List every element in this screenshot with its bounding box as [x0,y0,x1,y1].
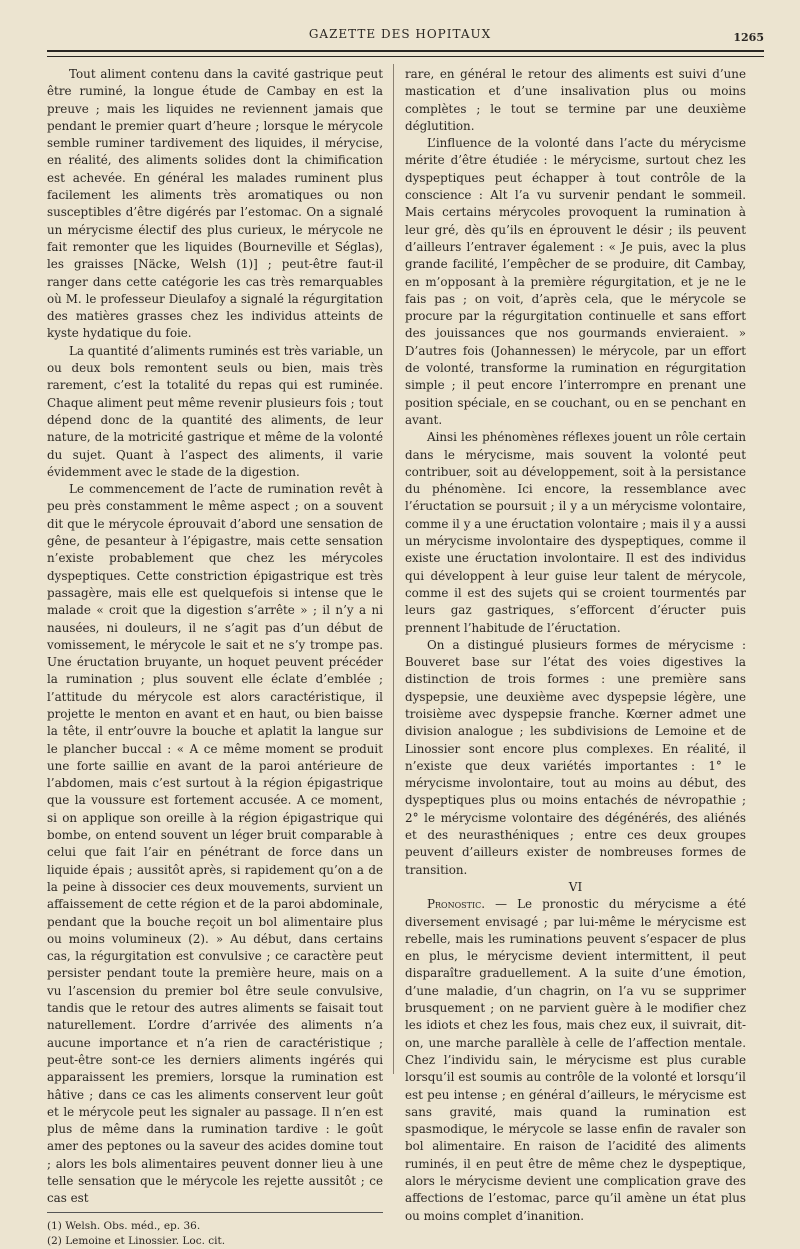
right-column [405,66,746,1225]
header-rule-thin [47,56,764,57]
header-rule [47,50,764,52]
paragraph: Tout aliment contenu dans la cavité gastrique peut être ruminé, la longue étude de Cambay en est la preuve ; mais les liquides ne reviennent jamais que pendant le premier quart d’heure ; lorsque le mérycole semble ruminer tardivement des liquides, il mérycise, en réalité, des aliments solides dont la chimification est achevée. En général les malades ruminent plus facilement les aliments très aromatiques ou non susceptibles d’être digérés par l’estomac. On a signalé un mérycisme électif des plus curieux, le mérycole ne fait remonter que les liquides (Bourneville et Séglas), les graisses [Näcke, Welsh (1)] ; peut-être faut-il ranger dans cette catégorie les cas très remarquables où M. le professeur Dieulafoy a signalé la régurgitation des matières grasses chez les individus atteints de kyste hydatique du foie. [47,67,383,341]
footnotes [47,1219,383,1249]
paragraph: L’influence de la volonté dans l’acte du mérycisme mérite d’être étudiée : le mérycisme, surtout chez les dyspeptiques peut échapper à tout contrôle de la conscience : Alt l’a vu survenir pendant le sommeil. Mais certains mérycoles provoquent la rumination à leur gré, dès qu’ils en éprouvent le désir ; ils peuvent d’ailleurs l’entraver également : « Je puis, avec la plus grande facilité, l’empêcher de se produire, dit Cambay, en m’opposant à la première régurgitation, et je ne le fais pas ; on voit, d’après cela, que le mérycole se procure par la régurgitation continuelle et sans effort des jouissances que nos gourmands envieraient. » D’autres fois (Johannessen) le mérycole, par un effort de volonté, transforme la rumination en régurgitation simple ; il peut encore l’interrompre en prenant une position spéciale, en se couchant, ou en se penchant en avant. [405,136,746,427]
column-divider [393,64,394,1074]
section-number: VI [568,879,583,894]
footnote: (2) Lemoine et Linossier. Loc. cit. [47,1234,226,1247]
left-column [47,66,383,1249]
footnote-rule [47,1212,383,1213]
paragraph: La quantité d’aliments ruminés est très variable, un ou deux bols remontent seuls ou bien, mais très rarement, c’est la totalité du repas qui est ruminée. Chaque aliment peut même revenir plusieurs fois ; tout dépend donc de la quantité des aliments, de leur nature, de la motricité gastrique et même de la volonté du sujet. Quant à l’aspect des aliments, il varie évidemment avec le stade de la digestion. [47,343,383,479]
paragraph: rare, en général le retour des aliments est suivi d’une mastication et d’une insalivation plus ou moins complètes ; le tout se termine par une deuxième déglutition. [405,67,746,133]
footnote: (1) Welsh. Obs. méd., ep. 36. [47,1219,201,1232]
prognostic-label: Pronostic. [427,897,486,912]
paragraph: On a distingué plusieurs formes de mérycisme : Bouveret base sur l’état des voies digestives la distinction de trois formes : une première sans dyspepsie, une deuxième avec dyspepsie légère, une troisième avec dyspepsie franche. Kœrner admet une division analogue ; les subdivisions de Lemoine et de Linossier sont encore plus complexes. En réalité, il n’existe que deux variétés importantes : 1° le mérycisme involontaire, tout au moins au début, des dyspeptiques plus ou moins entachés de névropathie ; 2° le mérycisme volontaire des dégénérés, des aliénés et des neurasthéniques ; entre ces deux groupes peuvent d’ailleurs exister de nombreuses formes de transition. [405,637,746,877]
paragraph: Ainsi les phénomènes réflexes jouent un rôle certain dans le mérycisme, mais souvent la volonté peut contribuer, soit au développement, soit à la persistance du phénomène. Ici encore, la ressemblance avec l’éructation se poursuit ; il y a un mérycisme volontaire, comme il y a une éructation volontaire ; mais il y a aussi un mérycisme involontaire des dyspeptiques, comme il existe une éructation involontaire. Il est des individus qui développent à leur guise leur talent de mérycole, comme il est des sujets qui se croient tourmentés par leurs gaz gastriques, s’efforcent d’éructer puis prennent l’habitude de l’éructation. [405,430,746,635]
paragraph-prognostic [405,896,746,1225]
page-header-title: GAZETTE DES HOPITAUX [308,27,492,41]
page-number: 1265 [733,31,764,44]
prognostic-text: — Le pronostic du mérycisme a été diversement envisagé ; par lui-même le mérycisme est rebelle, mais les ruminations peuvent s’espacer de plus en plus, le mérycisme devient intermittent, il peut disparaître graduellement. A la suite d’une émotion, d’une maladie, d’un chagrin, on l’a vu se supprimer brusquement ; on ne parvient guère à le modifier chez les idiots et chez les fous, mais chez eux, il suivrait, dit-on, une marche parallèle à celle de l’affection mentale. Chez l’individu sain, le mérycisme est plus curable lorsqu’il est soumis au contrôle de la volonté et lorsqu’il est peu intense ; en général d’ailleurs, le mérycisme est sans gravité, mais quand la rumination est spasmodique, le mérycole se lasse enfin de ravaler son bol alimentaire. En raison de l’acidité des aliments ruminés, il en peut être de même chez le dyspeptique, alors le mérycisme devient une complication grave des affections de l’estomac, parce qu’il amène un état plus ou moins complet d’inanition. [405,897,746,1223]
paragraph: Le commencement de l’acte de rumination revêt à peu près constamment le même aspect ; on a souvent dit que le mérycole éprouvait d’abord une sensation de gêne, de pesanteur à l’épigastre, mais cette sensation n’existe probablement que chez les mérycoles dyspeptiques. Cette constriction épigastrique est très passagère, mais elle est quelquefois si intense que le malade « croit que la digestion s’arrête » ; il n’y a ni nausées, ni douleurs, il ne s’agit pas d’un début de vomissement, le mérycole le sait et ne s’y trompe pas. Une éructation bruyante, un hoquet peuvent précéder la rumination ; plus souvent elle éclate d’emblée ; l’attitude du mérycole est alors caractéristique, il projette le menton en avant et en haut, ou bien baisse la tête, il entr’ouvre la bouche et aplatit la langue sur le plancher buccal : « A ce même moment se produit une forte saillie en avant de la paroi antérieure de l’abdomen, mais c’est surtout à la région épigastrique que la voussure est fortement accusée. A ce moment, si on applique son oreille à la région épigastrique qui bombe, on entend souvent un léger bruit comparable à celui que fait l’air en pénétrant de force dans un liquide épais ; aussitôt après, si rapidement qu’on a de la peine à dissocier ces deux mouvements, survient un affaissement de cette région et de la paroi abdominale, pendant que la bouche reçoit un bol alimentaire plus ou moins volumineux (2). » Au début, dans certains cas, la régurgitation est convulsive ; ce caractère peut persister pendant toute la première heure, mais on a vu l’ascension du premier bol être seule convulsive, tandis que le retour des autres aliments se faisait tout naturellement. L’ordre d’arrivée des aliments n’a aucune importance et n’a rien de caractéristique ; peut-être sont-ce les derniers aliments ingérés qui apparaissent les premiers, lorsque la rumination est hâtive ; dans ce cas les aliments conservent leur goût et le mérycole peut les signaler au passage. Il n’en est plus de même dans la rumination tardive : le goût amer des peptones ou la saveur des acides domine tout ; alors les bols alimentaires peuvent donner lieu à une telle sensation que le mérycole les rejette aussitôt ; ce cas est [47,482,383,1206]
